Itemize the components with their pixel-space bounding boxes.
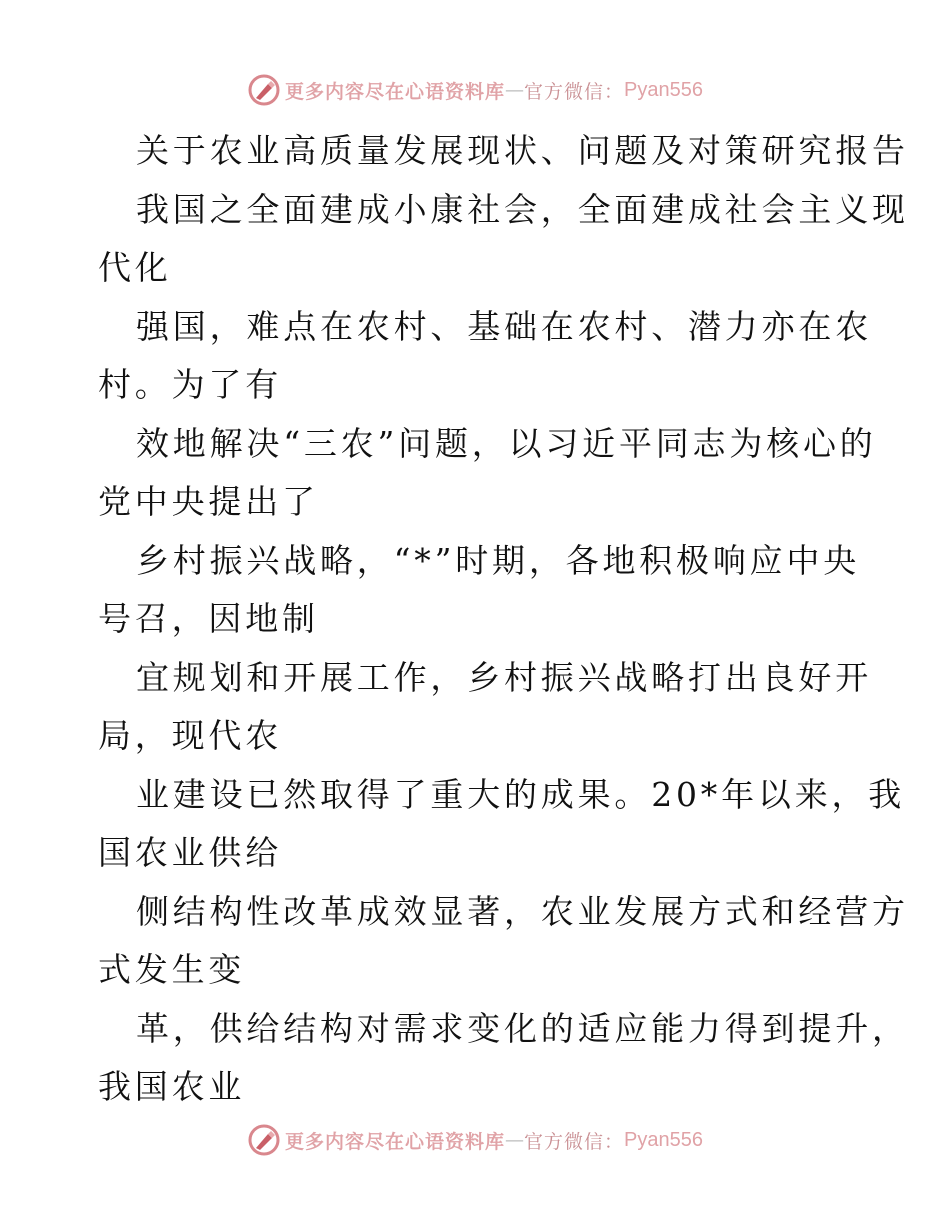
text-line: 式发生变	[98, 950, 246, 989]
text-line: 革，供给结构对需求变化的适应能力得到提升，	[136, 1008, 909, 1048]
text-line: 我国之全面建成小康社会，全面建成社会主义现	[136, 189, 909, 229]
pen-logo-icon	[247, 1123, 281, 1157]
banner-wechat-id: Pyan556	[624, 1128, 703, 1151]
banner-main-text: 更多内容尽在心语资料库	[285, 80, 506, 103]
header-banner	[0, 70, 950, 110]
text-line: 局，现代农	[98, 716, 282, 755]
text-line: 国农业供给	[98, 833, 282, 872]
text-line: 党中央提出了	[98, 482, 319, 521]
text-line: 侧结构性改革成效显著，农业发展方式和经营方	[136, 891, 909, 931]
text-line: 代化	[98, 248, 172, 287]
document-body	[98, 122, 909, 1117]
footer-banner	[0, 1120, 950, 1160]
banner-separator: —	[505, 1129, 525, 1151]
text-line: 我国农业	[98, 1067, 246, 1106]
text-line: 关于农业高质量发展现状、问题及对策研究报告	[136, 131, 909, 170]
banner-separator: —	[505, 79, 525, 101]
text-line: 业建设已然取得了重大的成果。20*年以来，我	[136, 774, 906, 814]
text-line: 村。为了有	[98, 365, 282, 404]
banner-wechat-label: 官方微信：	[524, 80, 625, 103]
text-line: 强国，难点在农村、基础在农村、潜力亦在农	[136, 306, 872, 346]
pen-logo-icon	[247, 73, 281, 107]
text-line: 宜规划和开展工作，乡村振兴战略打出良好开	[136, 657, 872, 697]
text-line: 效地解决“三农”问题，以习近平同志为核心的	[136, 423, 877, 463]
banner-main-text: 更多内容尽在心语资料库	[285, 1130, 506, 1153]
text-line: 号召，因地制	[98, 599, 319, 638]
banner-wechat-label: 官方微信：	[524, 1130, 625, 1153]
banner-wechat-id: Pyan556	[624, 78, 703, 101]
text-line: 乡村振兴战略，“*”时期，各地积极响应中央	[136, 540, 861, 580]
